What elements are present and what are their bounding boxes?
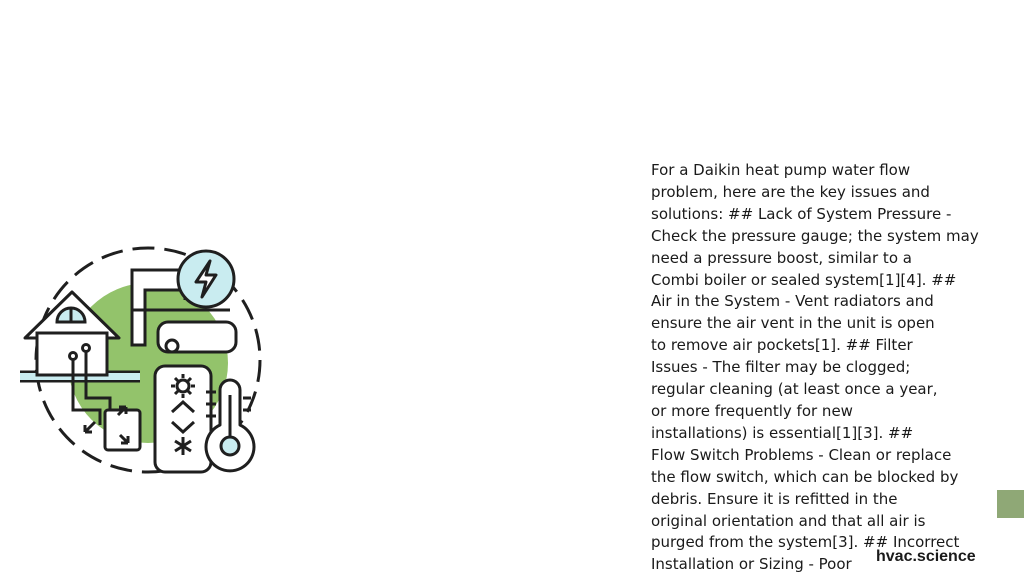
article-text: [651, 160, 991, 576]
article-line: problem, here are the key issues and: [651, 182, 930, 201]
article-line: Check the pressure gauge; the system may: [651, 226, 979, 245]
article-line: ensure the air vent in the unit is open: [651, 314, 935, 333]
hvac-illustration: [15, 240, 280, 485]
article-line: the flow switch, which can be blocked by: [651, 467, 959, 486]
article-line: purged from the system[3]. ## Incorrect: [651, 533, 960, 552]
article-line: debris. Ensure it is refitted in the: [651, 489, 898, 508]
article-line: Combi boiler or sealed system[1][4]. ##: [651, 270, 957, 289]
article-line: need a pressure boost, similar to a: [651, 248, 912, 267]
article-line: regular cleaning (at least once a year,: [651, 380, 938, 399]
article-line: Installation or Sizing - Poor: [651, 555, 852, 574]
article-line: or more frequently for new: [651, 401, 853, 420]
article-line: to remove air pockets[1]. ## Filter: [651, 336, 913, 355]
side-tab[interactable]: [997, 490, 1024, 518]
article-line: original orientation and that all air is: [651, 511, 926, 530]
article-line: installations) is essential[1][3]. ##: [651, 423, 914, 442]
site-brand-label: hvac.science: [876, 548, 976, 565]
article-line: solutions: ## Lack of System Pressure -: [651, 204, 952, 223]
article-line: Air in the System - Vent radiators and: [651, 292, 934, 311]
article-line: For a Daikin heat pump water flow: [651, 161, 911, 179]
article-line: Issues - The filter may be clogged;: [651, 358, 911, 377]
article-line: Flow Switch Problems - Clean or replace: [651, 445, 952, 464]
